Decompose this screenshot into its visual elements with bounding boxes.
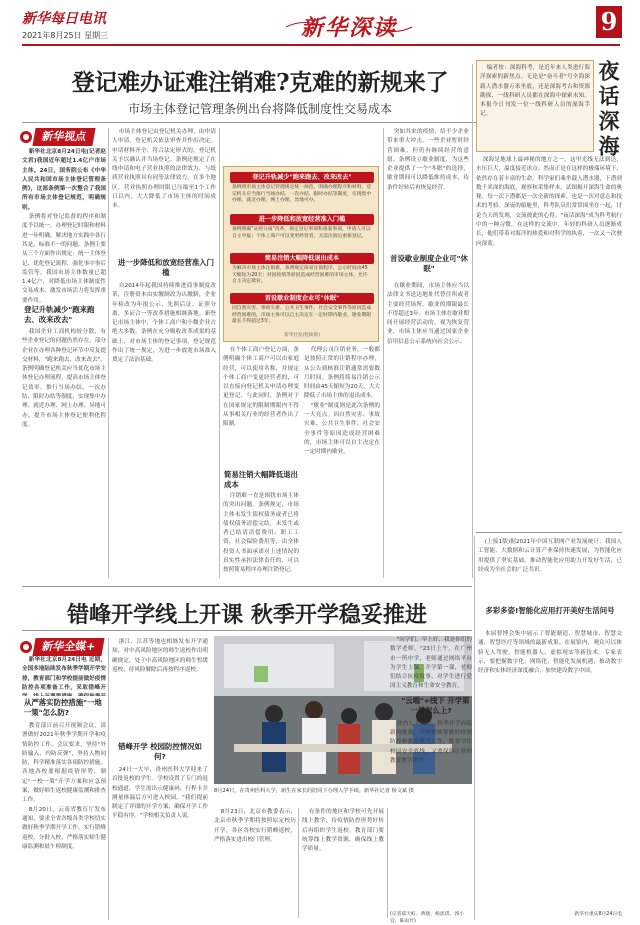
story2-column-5 (390, 636, 472, 918)
column-body-text: 深海是地球上最神秘的地方之一，这里光线无法到达，水压巨大，温度接近冰点。然而正是在这样的极端环境下，依然存在着丰富的生命。科学家们乘坐载人潜水器，下潜到数千米深的海底，观察和采集样本，试图揭开深海生命的奥秘。每一次下潜都是一次全新的探索，也是一次对意志和技术的考验。深夜的船舱里，科考队员们常常围坐在一起，讨论当天的发现，交流彼此的心得。"夜话深海"成为科考航行中的一种习惯。在这样的交流中，年轻的科研人员逐渐成长，他们带着对海洋的热爱和对科学的执着，一次又一次驶向深蓝。 (476, 157, 622, 247)
story2-byline: (记者郑天虹、黄晓、杨思琪、郭小宜、陈雨竹) (390, 912, 464, 924)
story1-col2-text: 市场主体登记由登记机关办理，由申请人申请，登记机关依法审查并作出决定。申请材料齐全、符合法定形式的，登记机关予以确认并当场登记。条例还规定了在线申请和电子营业执照的法律效力，与纸质营业执照具有同等法律效力。在多个地区，营业执照办理时限已压缩至1个工作日以内，大大降低了市场主体的时间成本。 (112, 129, 216, 210)
story2-subhead-3-inline: "云端"+线下 开学第一课怎么上? (401, 695, 470, 715)
infographic-item-text: 因自然灾害、事故灾难、公共卫生事件、社会安全事件等原因造成经营困难的，市场主体可以自主决定在一定时期内歇业，歇业期限最长不得超过3年。 (232, 306, 372, 325)
infographic-item (230, 214, 374, 240)
column-title: 夜话深海 (596, 60, 621, 160)
story2-tag (20, 638, 103, 656)
story2-col1b-text: 8月20日，云南省教育厅发布通知，要求全省各级各类学校切实做好秋季学期开学工作，实行错峰返校、分批入校，严格落实师生健康监测和晨午检制度。 (22, 806, 106, 850)
column-body-lower-text: 本届智博会集中展示了智能制造、智慧城市、智慧交通、智慧医疗等领域的最新成果。在展馆内，观众可以体验无人驾驶、智能机器人、虚拟现实等新技术。专家表示，要把握数字化、网络化、智能化发展机遇，推动数字经济和实体经济深度融合，加快建设数字中国。 (478, 631, 622, 675)
page-number: 9 (596, 6, 622, 38)
story2-top-rule (22, 586, 472, 587)
story1-column-1b (22, 328, 106, 578)
story2-col6-text: 业内人士指出，秋季开学面临新的挑战，学校要统筹做好疫情防控和教育教学工作，既要守住校园安全底线，又要保障正常的教育教学秩序。 (390, 720, 472, 764)
story2-col2-text: 浙江、江苏等地也相继发布开学通知，对中高风险地区的师生返校作出明确规定，处于中高风险地区的师生暂缓返校，待风险解除后再按程序返校。 (112, 639, 208, 673)
column-divider (108, 128, 109, 578)
xinhua-logo-icon (20, 641, 32, 653)
story1-col1-text: 条例将对登记监督的程序和制度予以统一，办理登记时限和材料进一步明确，解决地方实践中各行其是、标准不一的问题。条例主要从三个方面作出规定：统一主体登记、优化登记流程、强化事中事后监管等。我国市场主体数量已超1.4亿户，对降低市场主体制度性交易成本、激发市场活力将发挥重要作用。 (22, 214, 106, 304)
infographic-item-text: 条例将市场主体登记管理规定统一规范，明确办理程序和材料，登记机关应当推行当场办结、一次办结、限时办结等制度，实现集中办理、就近办理、网上办理、异地可办。 (232, 185, 372, 204)
story1-column-3 (223, 346, 299, 466)
section-title: 新华深读 (300, 15, 397, 41)
story2-column-2b (112, 766, 208, 918)
story1-col3b-text: 注销难一直是困扰市场主体的突出问题。条例规定，市场主体未发生债权债务或者已将债权债务清偿完结，未发生或者已结清清偿费用、职工工资、社会保险费用等，由全体投资人书面承诺对上述情况的真实性承担法律责任的，可以按照简易程序办理注销登记。 (223, 493, 299, 574)
column-divider (472, 64, 473, 578)
story2-col2b-text: 24日一大早，贵州医科大学迎来了首批返校的学生。学校设置了专门的返校通道，学生需出示健康码、行程卡并测量体温后方可进入校园。"我们提前制定了详细的开学方案，确保开学工作平稳有序。"学校相关负责人说。 (112, 767, 208, 820)
column-divider (474, 536, 475, 920)
story2-headline: 错峰开学线上开课 秋季开学稳妥推进 (67, 602, 427, 628)
masthead-left (22, 8, 108, 41)
column-bottom-rule (476, 532, 622, 533)
story1-col2b-text: 自2014年起我国持续推进商事制度改革，注册资本由实缴制改为认缴制，企业年检改为年报公示，先照后证、证照分离、多证合一等改革措施相继落地。新登记市场主体中，个体工商户和小微企业占绝大多数。条例在充分吸收改革成果的基础上，对市场主体的登记事项、登记规范作出了统一规定，为进一步放宽市场准入奠定了法治基础。 (112, 283, 216, 364)
column-divider (387, 808, 388, 918)
story2-column-4 (302, 808, 384, 918)
column-divider (108, 638, 109, 920)
infographic-item (230, 172, 374, 205)
infographic-item-title: 登记升轨减少"跑来跑去、改来改去" (230, 172, 374, 183)
story1-col1b-text: 我国企业工商机构较分散、有些企业登记的问题仍然存在，部分企业在办理各种登记环节中反复提交材料，"跑来跑去、改来改去"。条例明确登记机关应当优化市场主体登记办理流程，提高市场主体登记效率，推行当场办结、一次办结、限时办结等制度，实现集中办理、就近办理、网上办理、异地可办，提升市场主体登记便利化程度。 (22, 329, 106, 428)
column-continued (478, 538, 622, 602)
story1-subhead-2-display: 进一步降低和放宽经营准入门槛 (117, 258, 215, 277)
infographic-item-title: 首设歇业制度企业可"休眠" (230, 293, 374, 304)
issue-date: 2021年8月25日 星期三 (22, 31, 109, 40)
story1-subhead-3: 简易注销大幅降低退出成本 (224, 470, 298, 489)
paper-name: 新华每日电讯 (22, 11, 106, 27)
story2-under-rule (22, 630, 472, 631)
photo-caption: 8月24日，在贵州医科大学，新生在家长的陪同下办理入学手续。新华社记者 杨文斌 摄 (214, 788, 414, 794)
story1-lead: 新华社北京8月24日电(记者赵文君)我国近年超过1.4亿户市场主体。24日，国务院公布《中华人民共和国市场主体登记管理条例》，这部条例第一次整合了我国所有市场主体登记规范，明确规则。 (22, 149, 106, 211)
column-divider (219, 128, 220, 578)
column-divider (298, 808, 299, 918)
story2-column-3 (214, 808, 296, 918)
infographic-item (230, 293, 374, 326)
section-banner (284, 10, 414, 40)
column-byline: 新华社重庆8月24日电 (574, 912, 622, 917)
story1-column-5 (387, 128, 469, 248)
column-body-lower (478, 630, 622, 908)
story2-subhead-1: 从严落实防控措施"一地一策"怎么防? (24, 698, 102, 717)
story1-col5-text: 突如其来的疫情，给不少企业带来重大冲击。一些企业暂时经营困难，但仍有继续经营的意愿。条例设立歇业制度，为这些企业提供了一个"冬眠"的选择，歇业期间可以降低维持成本，待条件好转后再恢复经营。 (387, 129, 469, 191)
story1-subhead-1: 登记升轨减少"跑来跑去、改来改去" (24, 305, 95, 324)
story1-column-2b (112, 282, 216, 578)
story1-subhead-4: 首设歇业制度企业可"休眠" (390, 254, 468, 273)
infographic-item-text: 条例明确"证照分离"改革，规定登记事项和备案事项，申请人可以自主申报；个体工商户可以变更经营者，无需注销后重新登记。 (232, 227, 371, 239)
story2-col3-text: 8月23日，北京市教委表示，北京市秋季学期将按照原定校历开学，各区各校实行错峰返校，严格落实进出校门管理。 (214, 809, 296, 843)
column-subhead: 多彩多姿!智能化应用打开美好生活问号 (485, 606, 615, 615)
story1-subheadline: 市场主体登记管理条例出台将降低制度性交易成本 (127, 102, 392, 116)
story1-col4-text: 代理公司注销业务，一般都是按照正常的注销程序办理，从公告到核准注销通常需要数月时间。条例将简易注销公示时间由45天缩短为20天，大大降低了市场主体的退出成本。 (304, 347, 380, 400)
infographic-source: 新华社发(程硕制) (284, 333, 320, 338)
story2-tag-label: 新华全媒+ (32, 638, 104, 656)
story2-column-2 (112, 638, 208, 734)
story2-col4b-text: 有条件的地区和学校可先开展线上教学，待疫情防控形势好转后再组织学生返校。教育部门要统筹线上教学资源，确保线上教学质量。 (302, 809, 384, 853)
story2-column-1b (22, 722, 106, 918)
infographic (223, 166, 379, 342)
story1-col4b-text: "歇业"制度则是此次条例的一大亮点。因自然灾害、事故灾难、公共卫生事件、社会安全事件等原因造成经营困难的，市场主体可以自主决定在一定时期内歇业。 (304, 402, 380, 456)
story2-col5-text: "同学们，早上好，我是你们的数学老师。"23日上午，在广州市一所中学，老师通过网络平台为学生上课。开学第一课，老师们结合抗疫故事，对学生进行爱国主义教育和生命安全教育。 (390, 637, 472, 690)
masthead-rule (22, 44, 620, 46)
story1-tag (20, 128, 94, 146)
column-intro-text: 编者按：深海科考，是近年来人类进行海洋探索的新焦点。无论是"奋斗者"号全海深载人潜水器万米坐底，还是深海考古和资源勘探，一线科研人员都在深海中探索未知。本报今日刊发一位一线科研人员的深海手记。 (480, 65, 590, 118)
story1-column-5b (387, 282, 469, 578)
infographic-item-text: 为解决市场主体注销难，条例规定简易注销程序，公示时间由45天缩短为20天；对因疫情等原因造成经营困难的市场主体，允许自主决定歇业。 (232, 266, 368, 285)
column-divider (383, 128, 384, 578)
story1-column-2 (112, 128, 216, 254)
story1-col3-text: 在个体工商户登记方面，条例明确个体工商户可以由家庭经营，可以使用名称，并规定个体工商户变更经营者的，可以直接向登记机关申请办理变更登记。与此同时，条例对于在国家规定的限制期限内不得从事相关行业的经营者作出了限制。 (223, 347, 299, 428)
infographic-item (230, 253, 374, 286)
column-continued-text: (上接1版)据2021年中国互联网产业发展统计，我国人工智能、大数据和云计算产业保持快速发展，为智能化应用提供了坚实基础。推动智能化应用助力开发好生活，已经成为全社会的广泛共识。 (478, 539, 622, 573)
story1-col5b-text: 在歇业期间，市场主体应当以法律文书送达地址代替住所或者主要经营场所。歇业的期限最长不得超过3年。市场主体在歇业期间开展经营活动的，视为恢复营业，市场主体应当通过国家企业信用信息公示系统向社会公示。 (387, 283, 469, 345)
infographic-item-title: 简易注销大幅降低退出成本 (230, 253, 374, 264)
story1-headline: 登记难办证难注销难?克难的新规来了 (71, 69, 449, 96)
infographic-item-title: 进一步降低和放宽经营准入门槛 (230, 214, 374, 225)
column-intro (476, 60, 594, 152)
story2-subhead-2: 错峰开学 校园防控情况如何? (118, 742, 202, 761)
story1-column-4 (304, 346, 380, 578)
xinhua-logo-icon (20, 131, 32, 143)
story2-col1-text: 教育部日前召开视频会议，部署做好2021年秋季学期开学和疫情防控工作。会议要求，坚持"外防输入、内防反弹"，坚持人物同防，科学精准落实各项防控措施。各地各校要根据疫情形势，制定"一校一策"开学方案和应急预案，做好师生返校健康监测和排查工作。 (22, 723, 106, 804)
masthead (22, 4, 622, 48)
column-body (476, 156, 622, 528)
story2-column-1 (22, 656, 106, 696)
story1-tag-label: 新华视点 (32, 128, 95, 146)
story1-column-3b (223, 492, 299, 578)
story2-lead: 新华社北京8月24日电 近期，全国多地陆续发布秋季学期开学安排，教育部门和学校提前做好疫情防控各项准备工作，采取错峰开 (22, 657, 106, 691)
